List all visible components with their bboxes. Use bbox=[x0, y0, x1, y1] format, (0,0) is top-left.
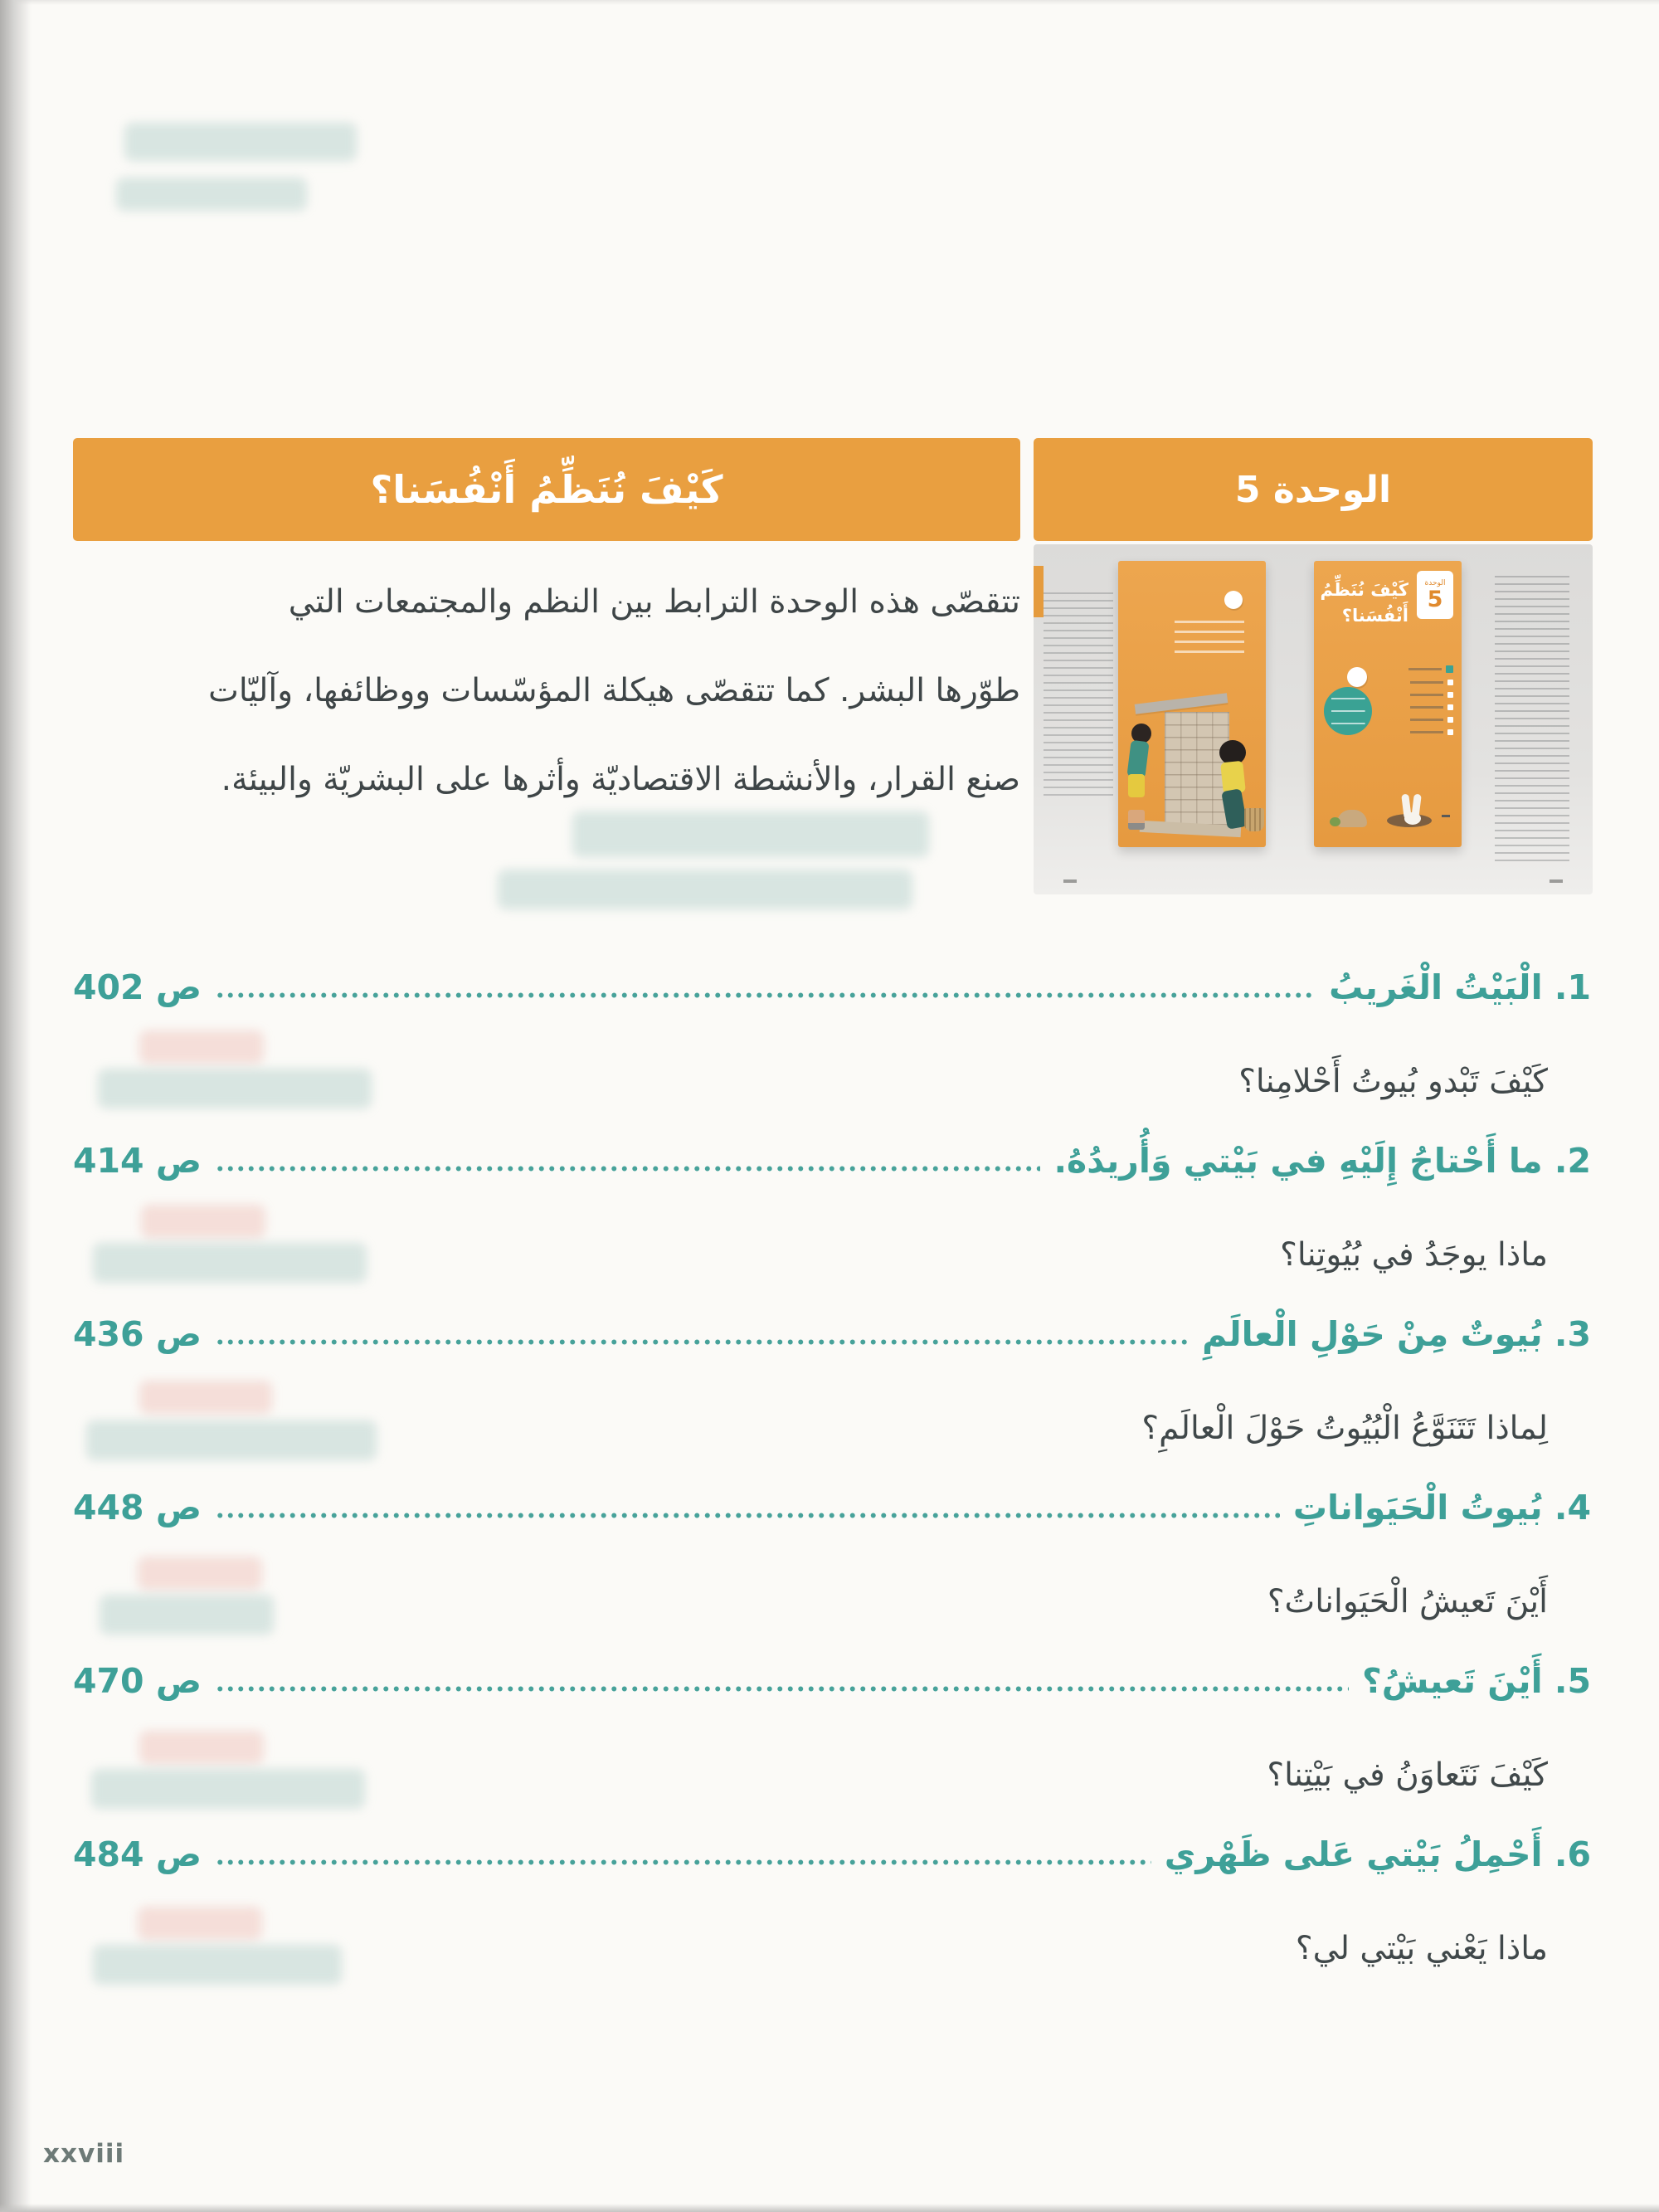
unit-number-label: الوحدة 5 bbox=[1234, 468, 1392, 511]
unit-number-banner bbox=[1034, 438, 1593, 541]
toc-entry-subtitle: كَيْفَ تَبْدو بُيوتُ أَحْلامِنا؟ bbox=[1238, 1063, 1548, 1100]
toc-entry-title: 6. أَحْمِلُ بَيْتي عَلى ظَهْري bbox=[1164, 1834, 1591, 1874]
child-illustration bbox=[1126, 740, 1149, 778]
child-illustration bbox=[1128, 774, 1145, 797]
bleed-through-artifact bbox=[498, 870, 912, 909]
question-bubble-icon bbox=[1347, 667, 1367, 687]
spread-right-page bbox=[1314, 561, 1462, 847]
toc-entry-page: ص 470 bbox=[73, 1661, 202, 1701]
unit-question-banner bbox=[73, 438, 1020, 541]
toc-entry bbox=[73, 1308, 1591, 1481]
cover-title bbox=[1319, 577, 1408, 629]
paragraph-line: تتقصّى هذه الوحدة الترابط بين النظم والمجتمعات التي bbox=[288, 583, 1020, 621]
dotted-leader bbox=[215, 1686, 1349, 1692]
scan-edge bbox=[0, 0, 32, 2212]
dotted-leader bbox=[215, 1513, 1280, 1518]
thumbnail-folio bbox=[1063, 879, 1077, 883]
basket-illustration bbox=[1244, 808, 1264, 831]
toc-entry-title: 5. أَيْنَ تَعيشُ؟ bbox=[1361, 1661, 1591, 1701]
turtle-illustration bbox=[1337, 810, 1367, 827]
toc-entry-title: 1. الْبَيْتُ الْغَريبُ bbox=[1329, 967, 1591, 1007]
unit-badge-label: الوحدة bbox=[1424, 578, 1446, 587]
toc-entry-page: ص 436 bbox=[73, 1314, 202, 1354]
cover-title-line: أَنْفُسَنا؟ bbox=[1341, 606, 1408, 626]
teacher-notes-column bbox=[1044, 592, 1113, 798]
bleed-through-artifact bbox=[116, 178, 307, 211]
toc-entry bbox=[73, 1481, 1591, 1654]
toc-entry bbox=[73, 961, 1591, 1134]
page-folio: xxviii bbox=[43, 2139, 125, 2169]
toc-entry bbox=[73, 1134, 1591, 1308]
dotted-leader bbox=[215, 1166, 1040, 1172]
toc-entry-subtitle: أَيْنَ تَعيشُ الْحَيَواناتُ؟ bbox=[1267, 1583, 1548, 1620]
toc-entry-page: ص 402 bbox=[73, 967, 202, 1007]
paragraph-line: صنع القرار، والأنشطة الاقتصاديّة وأثرها على البشريّة والبيئة. bbox=[221, 761, 1020, 798]
book-spread-photo bbox=[1034, 544, 1593, 894]
scan-edge bbox=[0, 2204, 1659, 2212]
paragraph-line: طوّرها البشر. كما تتقصّى هيكلة المؤسّسات ووظائفها، وآليّات bbox=[208, 672, 1020, 709]
dotted-leader bbox=[215, 1859, 1151, 1865]
cover-text-lines bbox=[1175, 621, 1244, 660]
toc-entry bbox=[73, 1654, 1591, 1828]
page-mark bbox=[1442, 815, 1450, 817]
plank-illustration bbox=[1135, 693, 1228, 714]
toc-entry bbox=[73, 1828, 1591, 2001]
unit-description-paragraph bbox=[75, 558, 1020, 824]
toc-entry-subtitle: ماذا يوجَدُ في بُيُوتِنا؟ bbox=[1280, 1236, 1548, 1274]
brick-tower-illustration bbox=[1165, 712, 1229, 832]
contents-checklist bbox=[1408, 665, 1453, 735]
unit-question-title: كَيْفَ نُنَظِّمُ أَنْفُسَنا؟ bbox=[370, 467, 723, 512]
toc-entry-page: ص 484 bbox=[73, 1834, 202, 1874]
orange-tab bbox=[1034, 566, 1044, 617]
dotted-leader bbox=[215, 992, 1316, 998]
teal-sticker bbox=[1324, 687, 1372, 735]
activity-icon bbox=[1224, 591, 1243, 609]
toc-entry-subtitle: لِماذا تَتَنَوَّعُ الْبُيُوتُ حَوْلَ الْعالَمِ؟ bbox=[1141, 1410, 1548, 1447]
toc-entry-title: 4. بُيوتُ الْحَيَواناتِ bbox=[1292, 1488, 1591, 1527]
dotted-leader bbox=[215, 1339, 1189, 1345]
unit-badge-number: 5 bbox=[1427, 586, 1443, 612]
toc-entry-page: ص 448 bbox=[73, 1488, 202, 1527]
child-illustration bbox=[1128, 810, 1145, 830]
unit-badge bbox=[1417, 571, 1453, 619]
teacher-notes-column bbox=[1495, 576, 1569, 863]
toc-entry-subtitle: كَيْفَ نَتَعاوَنُ في بَيْتِنا؟ bbox=[1267, 1756, 1548, 1794]
spread-left-page bbox=[1118, 561, 1266, 847]
toc-entry-page: ص 414 bbox=[73, 1141, 202, 1181]
toc-entry-title: 3. بُيوتٌ مِنْ حَوْلِ الْعالَمِ bbox=[1202, 1314, 1591, 1354]
toc-entry-subtitle: ماذا يَعْني بَيْتي لي؟ bbox=[1295, 1930, 1548, 1967]
cover-title-line: كَيْفَ نُنَظِّمُ bbox=[1320, 580, 1408, 600]
bleed-through-artifact bbox=[124, 123, 357, 161]
scan-edge bbox=[0, 0, 1659, 5]
rabbit-illustration bbox=[1404, 812, 1421, 825]
toc-entry-title: 2. ما أَحْتاجُ إِلَيْهِ في بَيْتي وَأُريدُهُ. bbox=[1053, 1141, 1591, 1181]
thumbnail-folio bbox=[1550, 879, 1563, 883]
